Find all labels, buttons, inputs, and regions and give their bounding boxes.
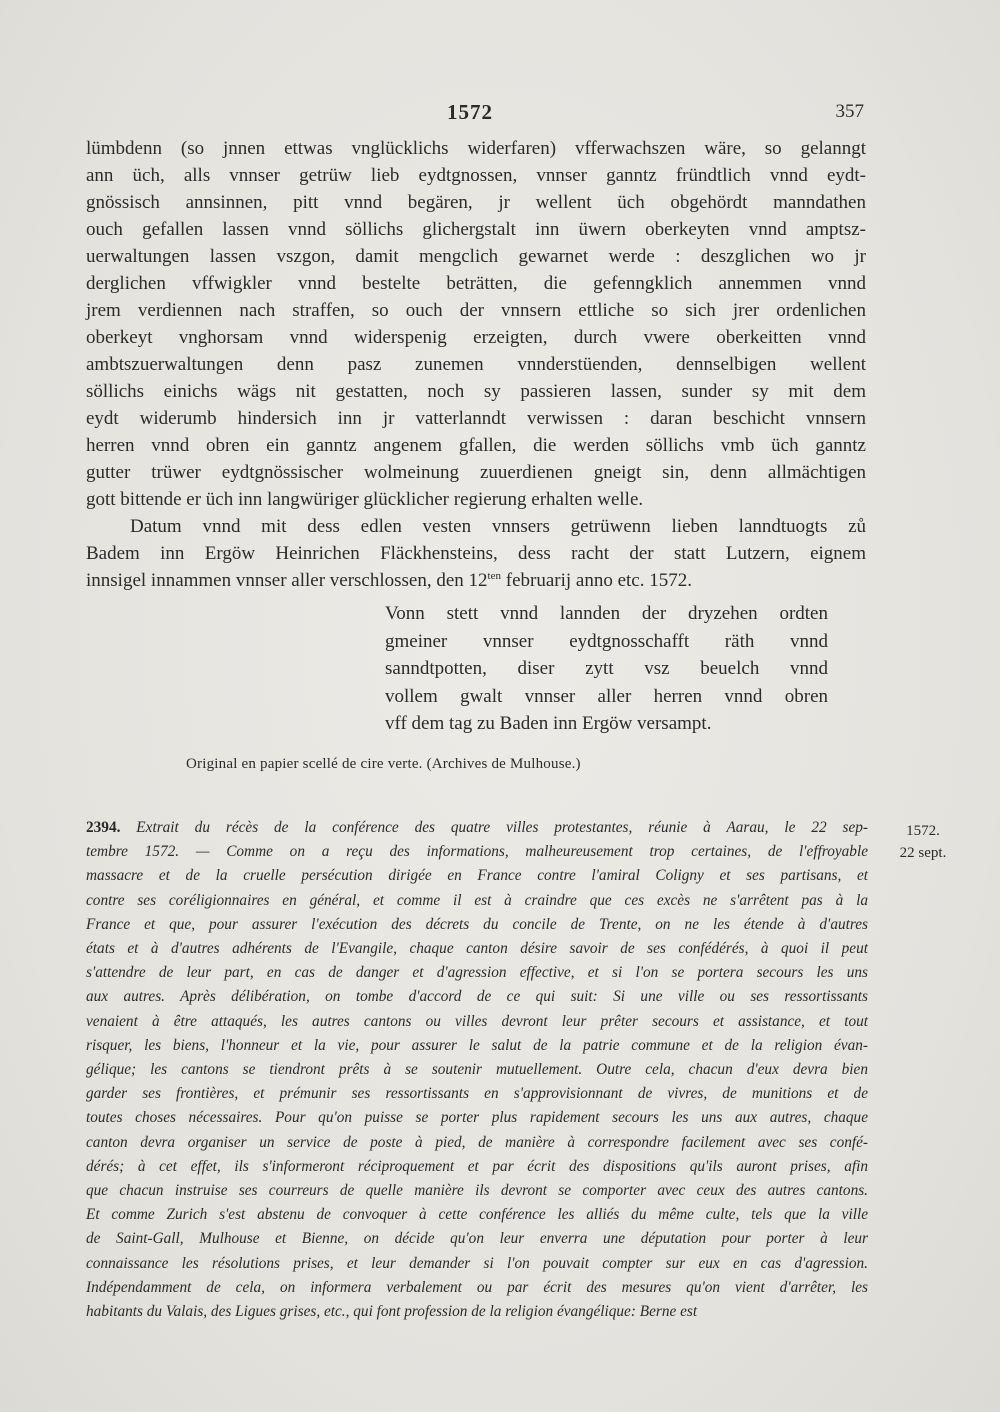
letter-line: ambtszuerwaltungen denn pasz zunemen vnnderstüenden, dennselbigen wellent (86, 354, 866, 375)
signature-line: sanndtpotten, diser zytt vsz beuelch vnnd (385, 658, 828, 679)
entry-line: habitants du Valais, des Ligues grises, etc., qui font profession de la religion évangélique: Berne est (86, 1303, 698, 1321)
source-note: Original en papier scellé de cire verte. (Archives de Mulhouse.) (186, 756, 581, 772)
entry-line: gélique; les cantons se tiendront prêts à se soutenir mutuellement. Outre cela, chacun d'eux devra bien (86, 1061, 868, 1079)
letter-line: gutter trüwer eydtgnössischer wolmeinung zuuerdienen gneigt sin, denn allmächtigen (86, 462, 866, 483)
entry-line: états et à d'autres adhérents de l'Evangile, chaque canton désire savoir de ses confédérés, à quoi il peut (86, 940, 868, 958)
page-number: 357 (835, 101, 864, 122)
entry-line: venaient à être attaqués, les autres cantons ou villes devront leur prêter secours et assistance, et tout (86, 1012, 868, 1030)
entry-line (86, 816, 868, 840)
letter-line: ouch gefallen lassen vnnd söllichs glichergstalt inn üwern oberkeyten vnnd amptsz- (86, 219, 866, 240)
dating-text: februarij anno etc. 1572. (501, 570, 692, 591)
entry-line: canton devra organiser un service de poste à pied, de manière à correspondre facilement avec ses confé- (86, 1133, 868, 1151)
margin-date-note (888, 820, 958, 864)
entry-line: Et comme Zurich s'est abstenu de convoquer à cette conférence les alliés du même culte, tels que la ville (86, 1206, 868, 1224)
letter-line: uerwaltungen lassen vszgon, damit mengclich gewarnet werde : deszglichen wo jr (86, 246, 866, 267)
letter-line: lümbdenn (so jnnen ettwas vnglücklichs widerfaren) vfferwachszen wäre, so gelanngt (86, 138, 866, 159)
entry-line: toutes choses nécessaires. Pour qu'on puisse se porter plus rapidement secours les uns aux autres, chaque (86, 1109, 868, 1127)
letter-line: herren vnnd obren ein ganntz angenem gfallen, die werden söllichs vmb üch ganntz (86, 435, 866, 456)
entry-line: massacre et de la cruelle persécution dirigée en France contre l'amiral Coligny et ses partisans, et (86, 867, 868, 885)
letter-line: jrem verdiennen nach straffen, so ouch der vnnsern ettliche so sich jrer ordenlichen (86, 300, 866, 321)
letter-line: gott bittende er üch inn langwüriger glücklicher regierung erhalten welle. (86, 489, 644, 510)
letter-line: ann üch, alls vnnser getrüw lieb eydtgnossen, vnnser ganntz fründtlich vnnd eydt- (86, 165, 866, 186)
dating-superscript: ten (487, 570, 501, 582)
dating-line: Datum vnnd mit dess edlen vesten vnnsers getrüwenn lieben lanndtuogts zů (130, 516, 866, 537)
letter-line: oberkeyt vnghorsam vnnd widerspenig erzeigten, durch vwere oberkeitten vnnd (86, 327, 866, 348)
dating-line (86, 567, 866, 594)
entry-line: tembre 1572. — Comme on a reçu des informations, malheureusement trop certaines, de l'effroyable (86, 843, 868, 861)
entry-number: 2394. (86, 819, 121, 836)
signature-line: vff dem tag zu Baden inn Ergöw versampt. (385, 713, 712, 734)
signature-line: Vonn stett vnnd lannden der dryzehen ordten (385, 603, 828, 624)
entry-line: connaissance les résolutions prises, et leur demander si l'on pouvait compter sur eux en cas d'agression. (86, 1254, 868, 1272)
margin-year: 1572. (906, 823, 940, 839)
entry-line: aux autres. Après délibération, on tombe d'accord de ce qui suit: Si une ville ou ses ressortissants (86, 988, 868, 1006)
signature-line: vollem gwalt vnnser aller herren vnnd obren (385, 685, 828, 707)
entry-line: France et que, pour assurer l'exécution des décrets du concile de Trente, on ne les étende à d'autres (86, 915, 868, 933)
entry-line: de Saint-Gall, Mulhouse et Bienne, on décide qu'on leur enverra une députation pour porter à leur (86, 1230, 868, 1248)
letter-text (86, 135, 866, 594)
signature-line: gmeiner vnnser eydtgnosschafft räth vnnd (385, 630, 828, 652)
entry-heading-text: Extrait du récès de la conférence des quatre villes protestantes, réunie à Aarau, le 22 sep- (120, 819, 868, 836)
letter-line: söllichs einichs wägs nit gestatten, noch sy passieren lassen, sunder sy mit dem (86, 381, 866, 402)
entry-line: que chacun instruise ses courreurs de quelle manière ils devront se comporter avec ceux des autres cantons. (86, 1182, 868, 1200)
letter-line: gnössisch annsinnen, pitt vnnd begären, jr wellent üch obgehördt manndathen (86, 192, 866, 213)
running-header-year: 1572 (447, 100, 493, 124)
letter-line: eydt widerumb hindersich inn jr vatterlanndt verwissen : daran beschicht vnnsern (86, 408, 866, 429)
entry-line: dérés; à cet effet, ils s'informeront réciproquement et par écrit des dispositions qu'ils auront prises, afin (86, 1157, 868, 1175)
letter-line: derglichen vffwigkler vnnd bestelte beträtten, die gefenngklich annemmen vnnd (86, 273, 866, 294)
signature-block (385, 600, 828, 738)
entry-line: s'attendre de leur part, en cas de danger et d'agression effective, et si l'on se portera secours les uns (86, 964, 868, 982)
entry-line: garder ses frontières, et prémunir ses ressortissants en s'approvisionnant de vivres, de munitions et de (86, 1085, 868, 1103)
margin-date: 22 sept. (899, 845, 947, 861)
entry-line: Indépendamment de cela, on informera verbalement ou par écrit des mesures qu'on vient d'arrêter, les (86, 1278, 868, 1296)
dating-line: Badem inn Ergöw Heinrichen Fläckhensteins, dess racht der statt Lutzern, eignem (86, 543, 866, 564)
entry-line: contre ses coréligionnaires en général, et comme il est à craindre que ces excès ne s'arrêtent pas à la (86, 891, 868, 909)
entry-line: risquer, les biens, l'honneur et la vie, pour assurer le salut de la patrie commune et de la religion évan- (86, 1036, 868, 1054)
entry-2394 (86, 816, 868, 1324)
dating-text: innsigel innammen vnnser aller verschlossen, den 12 (86, 570, 488, 591)
